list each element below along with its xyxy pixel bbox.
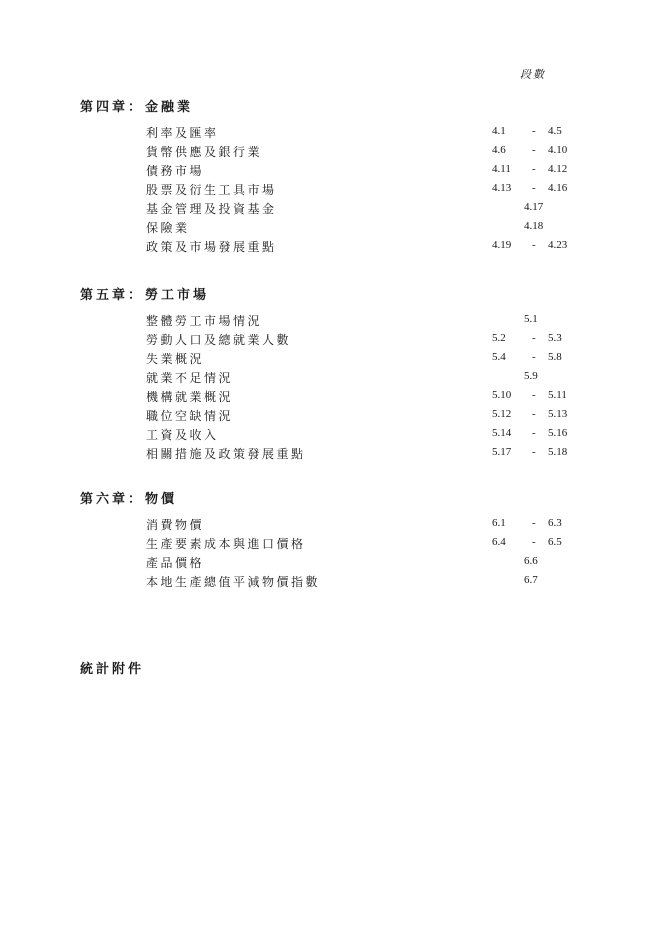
paragraph-range-end: 5.18 bbox=[548, 446, 568, 458]
paragraph-range-end: 4.5 bbox=[548, 125, 562, 137]
toc-entry-title: 貨幣供應及銀行業 bbox=[146, 145, 263, 159]
range-dash: - bbox=[532, 536, 536, 548]
range-dash: - bbox=[532, 446, 536, 458]
statistical-appendix-heading: 統計附件 bbox=[80, 662, 145, 677]
range-dash: - bbox=[532, 182, 536, 194]
paragraph-range-start: 4.11 bbox=[492, 163, 511, 175]
toc-entry-title: 職位空缺情況 bbox=[146, 409, 234, 423]
range-dash: - bbox=[532, 351, 536, 363]
chapter-heading bbox=[80, 96, 194, 115]
toc-entry-title: 整體勞工市場情況 bbox=[146, 314, 263, 328]
range-dash: - bbox=[532, 144, 536, 156]
chapter-heading bbox=[80, 284, 210, 303]
paragraph-range-end: 5.3 bbox=[548, 332, 562, 344]
paragraph-range-end: 5.13 bbox=[548, 408, 568, 420]
toc-entry-title: 政策及市場發展重點 bbox=[146, 240, 277, 254]
paragraph-range-end: 6.3 bbox=[548, 517, 562, 529]
toc-entry-title: 機構就業概況 bbox=[146, 390, 234, 404]
paragraph-range-end: 5.16 bbox=[548, 427, 568, 439]
paragraph-range-start: 5.4 bbox=[492, 351, 506, 363]
paragraph-range-end: 4.16 bbox=[548, 182, 568, 194]
toc-entry-title: 利率及匯率 bbox=[146, 126, 219, 140]
paragraph-range-start: 4.13 bbox=[492, 182, 512, 194]
paragraph-number: 5.9 bbox=[524, 370, 538, 382]
chapter-title: 金融業 bbox=[145, 100, 194, 115]
paragraph-range-end: 4.10 bbox=[548, 144, 568, 156]
range-dash: - bbox=[532, 125, 536, 137]
paragraph-range-start: 6.1 bbox=[492, 517, 506, 529]
paragraph-range-start: 4.19 bbox=[492, 239, 512, 251]
paragraph-range-end: 4.12 bbox=[548, 163, 568, 175]
range-dash: - bbox=[532, 332, 536, 344]
toc-entry-title: 本地生產總值平減物價指數 bbox=[146, 575, 321, 589]
chapter-title: 物價 bbox=[145, 492, 178, 507]
paragraph-range-start: 5.12 bbox=[492, 408, 512, 420]
paragraphs-column-header: 段數 bbox=[520, 68, 546, 81]
chapter-number: 第四章： bbox=[80, 100, 145, 115]
paragraph-range-start: 4.1 bbox=[492, 125, 506, 137]
range-dash: - bbox=[532, 427, 536, 439]
paragraph-number: 5.1 bbox=[524, 313, 538, 325]
paragraph-number: 6.6 bbox=[524, 555, 538, 567]
toc-entry-title: 股票及衍生工具市場 bbox=[146, 183, 277, 197]
paragraph-range-end: 4.23 bbox=[548, 239, 568, 251]
chapter-title: 勞工市場 bbox=[145, 288, 210, 303]
toc-entry-title: 保險業 bbox=[146, 221, 190, 235]
toc-entry-title: 基金管理及投資基金 bbox=[146, 202, 277, 216]
toc-entry-title: 債務市場 bbox=[146, 164, 205, 178]
paragraph-range-start: 5.17 bbox=[492, 446, 512, 458]
chapter-heading bbox=[80, 488, 178, 507]
toc-entry-title: 勞動人口及總就業人數 bbox=[146, 333, 292, 347]
paragraph-range-start: 5.14 bbox=[492, 427, 512, 439]
paragraph-range-start: 5.2 bbox=[492, 332, 506, 344]
paragraph-number: 6.7 bbox=[524, 574, 538, 586]
toc-entry-title: 就業不足情況 bbox=[146, 371, 234, 385]
toc-entry-title: 產品價格 bbox=[146, 556, 205, 570]
paragraph-range-end: 6.5 bbox=[548, 536, 562, 548]
range-dash: - bbox=[532, 389, 536, 401]
range-dash: - bbox=[532, 408, 536, 420]
chapter-number: 第六章： bbox=[80, 492, 145, 507]
toc-entry-title: 工資及收入 bbox=[146, 428, 219, 442]
range-dash: - bbox=[532, 163, 536, 175]
paragraph-range-start: 6.4 bbox=[492, 536, 506, 548]
paragraph-range-start: 4.6 bbox=[492, 144, 506, 156]
paragraph-range-end: 5.8 bbox=[548, 351, 562, 363]
range-dash: - bbox=[532, 239, 536, 251]
range-dash: - bbox=[532, 517, 536, 529]
paragraph-number: 4.18 bbox=[524, 220, 544, 232]
toc-entry-title: 生產要素成本與進口價格 bbox=[146, 537, 306, 551]
toc-entry-title: 相關措施及政策發展重點 bbox=[146, 447, 306, 461]
paragraph-range-start: 5.10 bbox=[492, 389, 512, 401]
chapter-number: 第五章： bbox=[80, 288, 145, 303]
paragraph-range-end: 5.11 bbox=[548, 389, 567, 401]
toc-entry-title: 失業概況 bbox=[146, 352, 205, 366]
toc-entry-title: 消費物價 bbox=[146, 518, 205, 532]
paragraph-number: 4.17 bbox=[524, 201, 544, 213]
